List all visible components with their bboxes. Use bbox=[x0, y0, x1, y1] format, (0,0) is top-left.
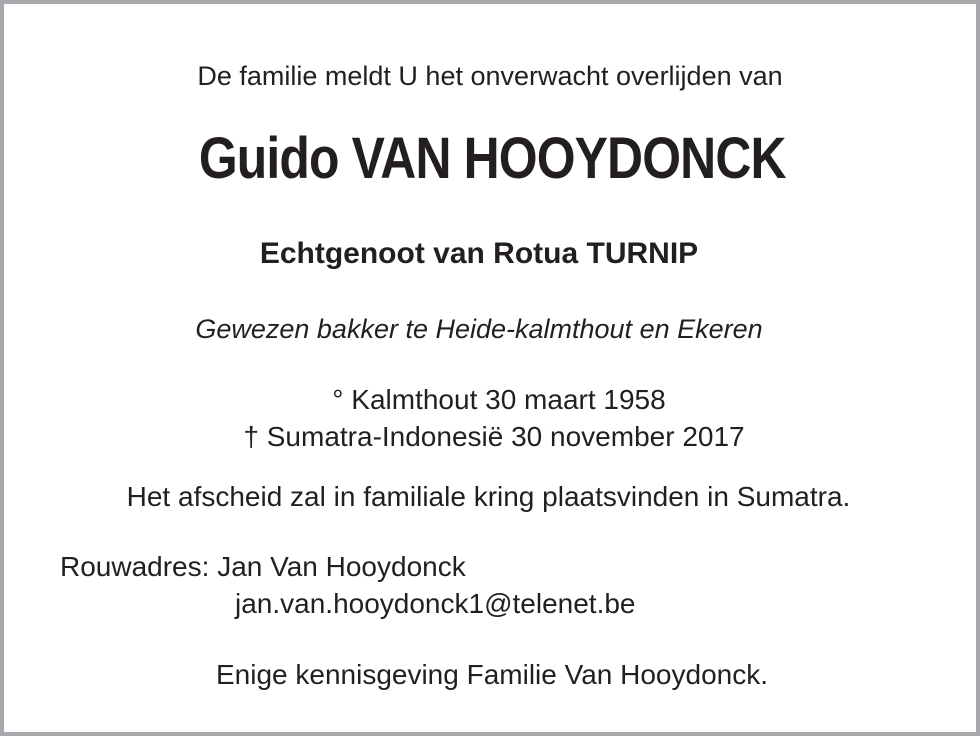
farewell-line: Het afscheid zal in familiale kring plaatsvinden in Sumatra. bbox=[126, 481, 851, 512]
deceased-name: Guido VAN HOOYDONCK bbox=[198, 126, 786, 191]
address-name: Jan Van Hooydonck bbox=[217, 551, 466, 582]
closing-line: Enige kennisgeving Familie Van Hooydonck. bbox=[215, 659, 768, 690]
address-label: Rouwadres: bbox=[60, 551, 210, 582]
address-email: jan.van.hooydonck1@telenet.be bbox=[235, 588, 636, 619]
mourning-address bbox=[60, 550, 466, 584]
occupation-line: Gewezen bakker te Heide-kalmthout en Ekeren bbox=[195, 314, 763, 344]
death-line: † Sumatra-Indonesië 30 november 2017 bbox=[243, 421, 745, 452]
spouse-line: Echtgenoot van Rotua TURNIP bbox=[259, 237, 699, 270]
birth-line: ° Kalmthout 30 maart 1958 bbox=[332, 384, 666, 415]
intro-text: De familie meldt U het onverwacht overlijden van bbox=[197, 61, 783, 91]
